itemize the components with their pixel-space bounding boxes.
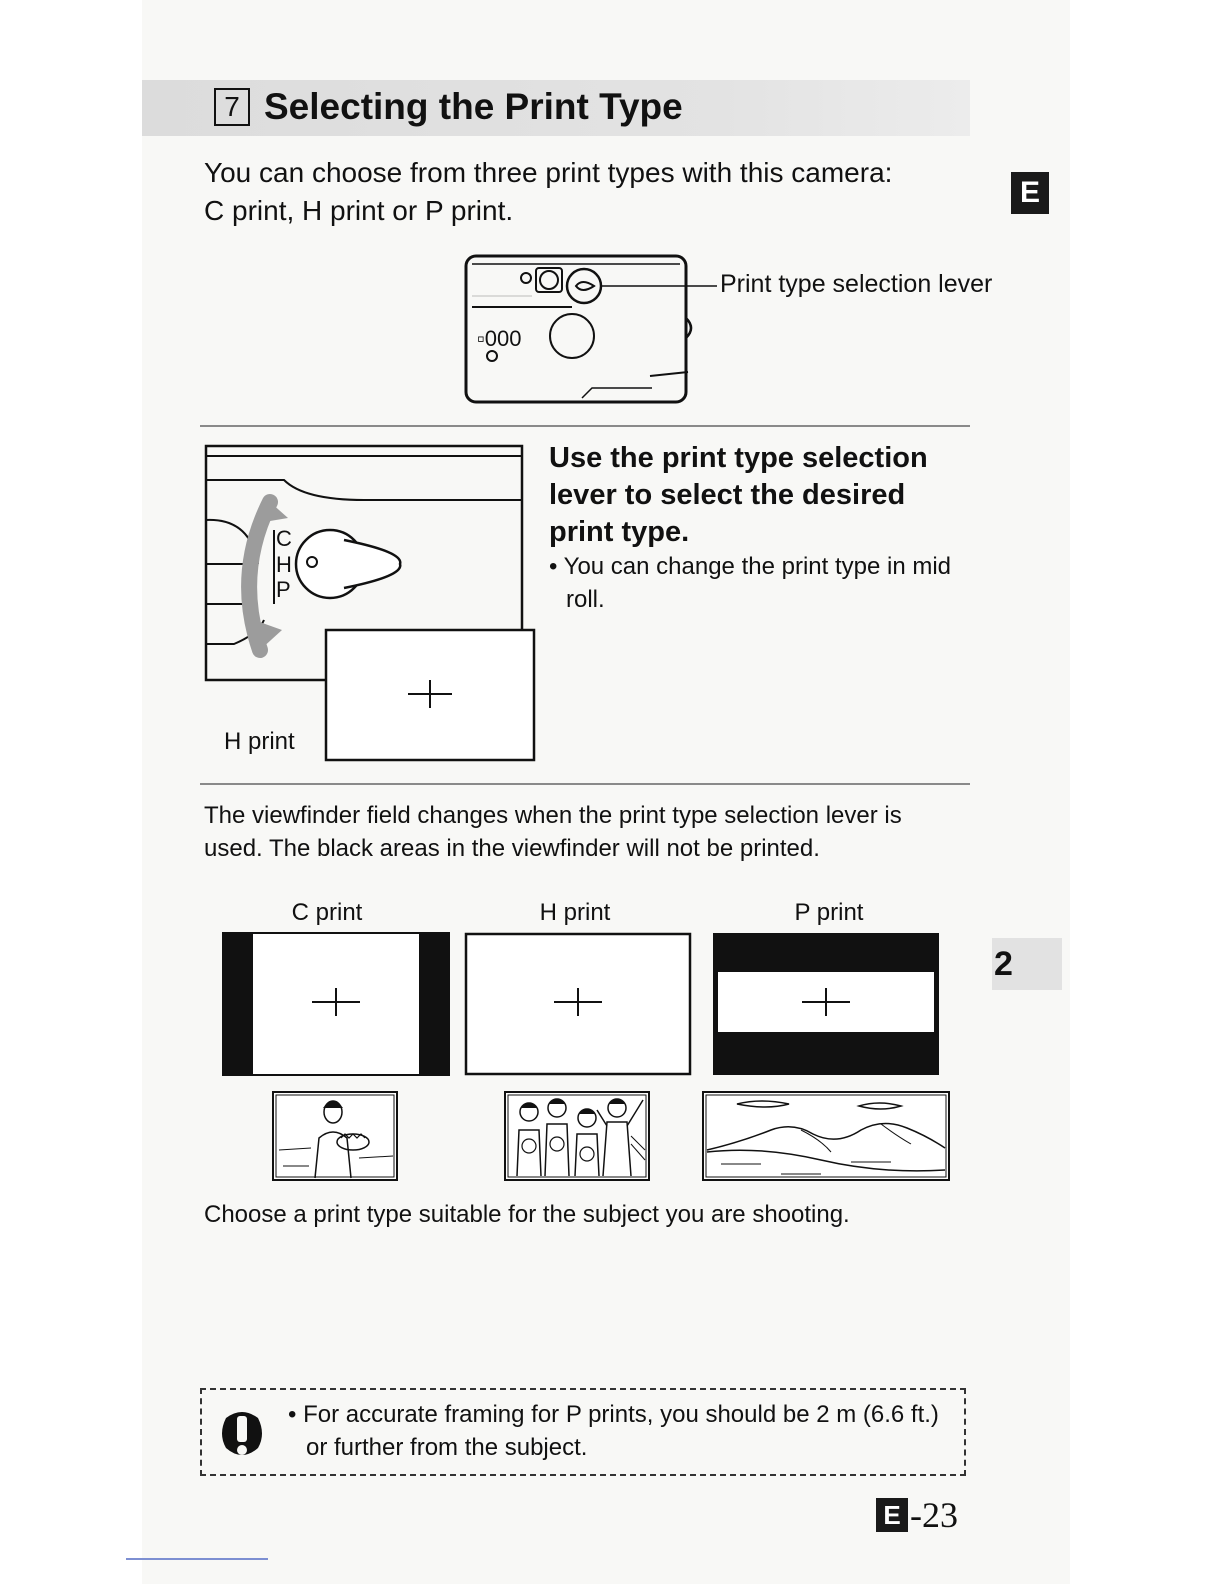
manual-page [142, 0, 1070, 1584]
step-note: • You can change the print type in mid roll. [549, 553, 952, 613]
camera-top-view-figure [462, 252, 722, 408]
choose-text: Choose a print type suitable for the subject you are shooting. [204, 1201, 850, 1228]
step-heading: Use the print type selection lever to select the desired print type. [549, 442, 928, 548]
lever-pos-p: P [276, 577, 291, 602]
language-tab: E [1011, 172, 1049, 214]
bottom-rule [126, 1558, 268, 1560]
lever-pos-h: H [276, 552, 292, 577]
divider-1 [200, 425, 970, 427]
section-title: Selecting the Print Type [264, 86, 683, 127]
lever-closeup-figure [204, 444, 540, 766]
divider-2 [200, 783, 970, 785]
p-print-viewfinder-icon [712, 932, 940, 1076]
landscape-scene-icon [701, 1090, 951, 1182]
p-print-label: P print [794, 899, 864, 926]
h-print-label: H print [539, 899, 611, 926]
page-number [876, 1494, 958, 1536]
section-number: 7 [214, 88, 250, 126]
chapter-tab: 2 [992, 938, 1062, 990]
lever-pos-c: C [276, 526, 292, 551]
caution-icon [218, 1408, 266, 1460]
svg-text:▫000: ▫000 [477, 326, 522, 351]
viewfinder-explanation: The viewfinder field changes when the print type selection lever is used. The black areas in the viewfinder will not be printed. [204, 802, 902, 862]
portrait-scene-icon [271, 1090, 399, 1182]
caution-text: • For accurate framing for P prints, you should be 2 m (6.6 ft.) or further from the subject. [288, 1401, 939, 1461]
group-scene-icon [503, 1090, 651, 1182]
c-print-label: C print [291, 899, 363, 926]
page-number-value: -23 [910, 1495, 958, 1535]
page-prefix: E [876, 1498, 908, 1532]
h-print-viewfinder-icon [464, 932, 692, 1076]
c-print-viewfinder-icon [222, 932, 450, 1076]
lever-figure-label: H print [224, 728, 295, 755]
intro-text: You can choose from three print types with this camera: C print, H print or P print. [204, 157, 893, 226]
lever-callout: Print type selection lever [720, 270, 993, 298]
section-heading [214, 86, 683, 128]
